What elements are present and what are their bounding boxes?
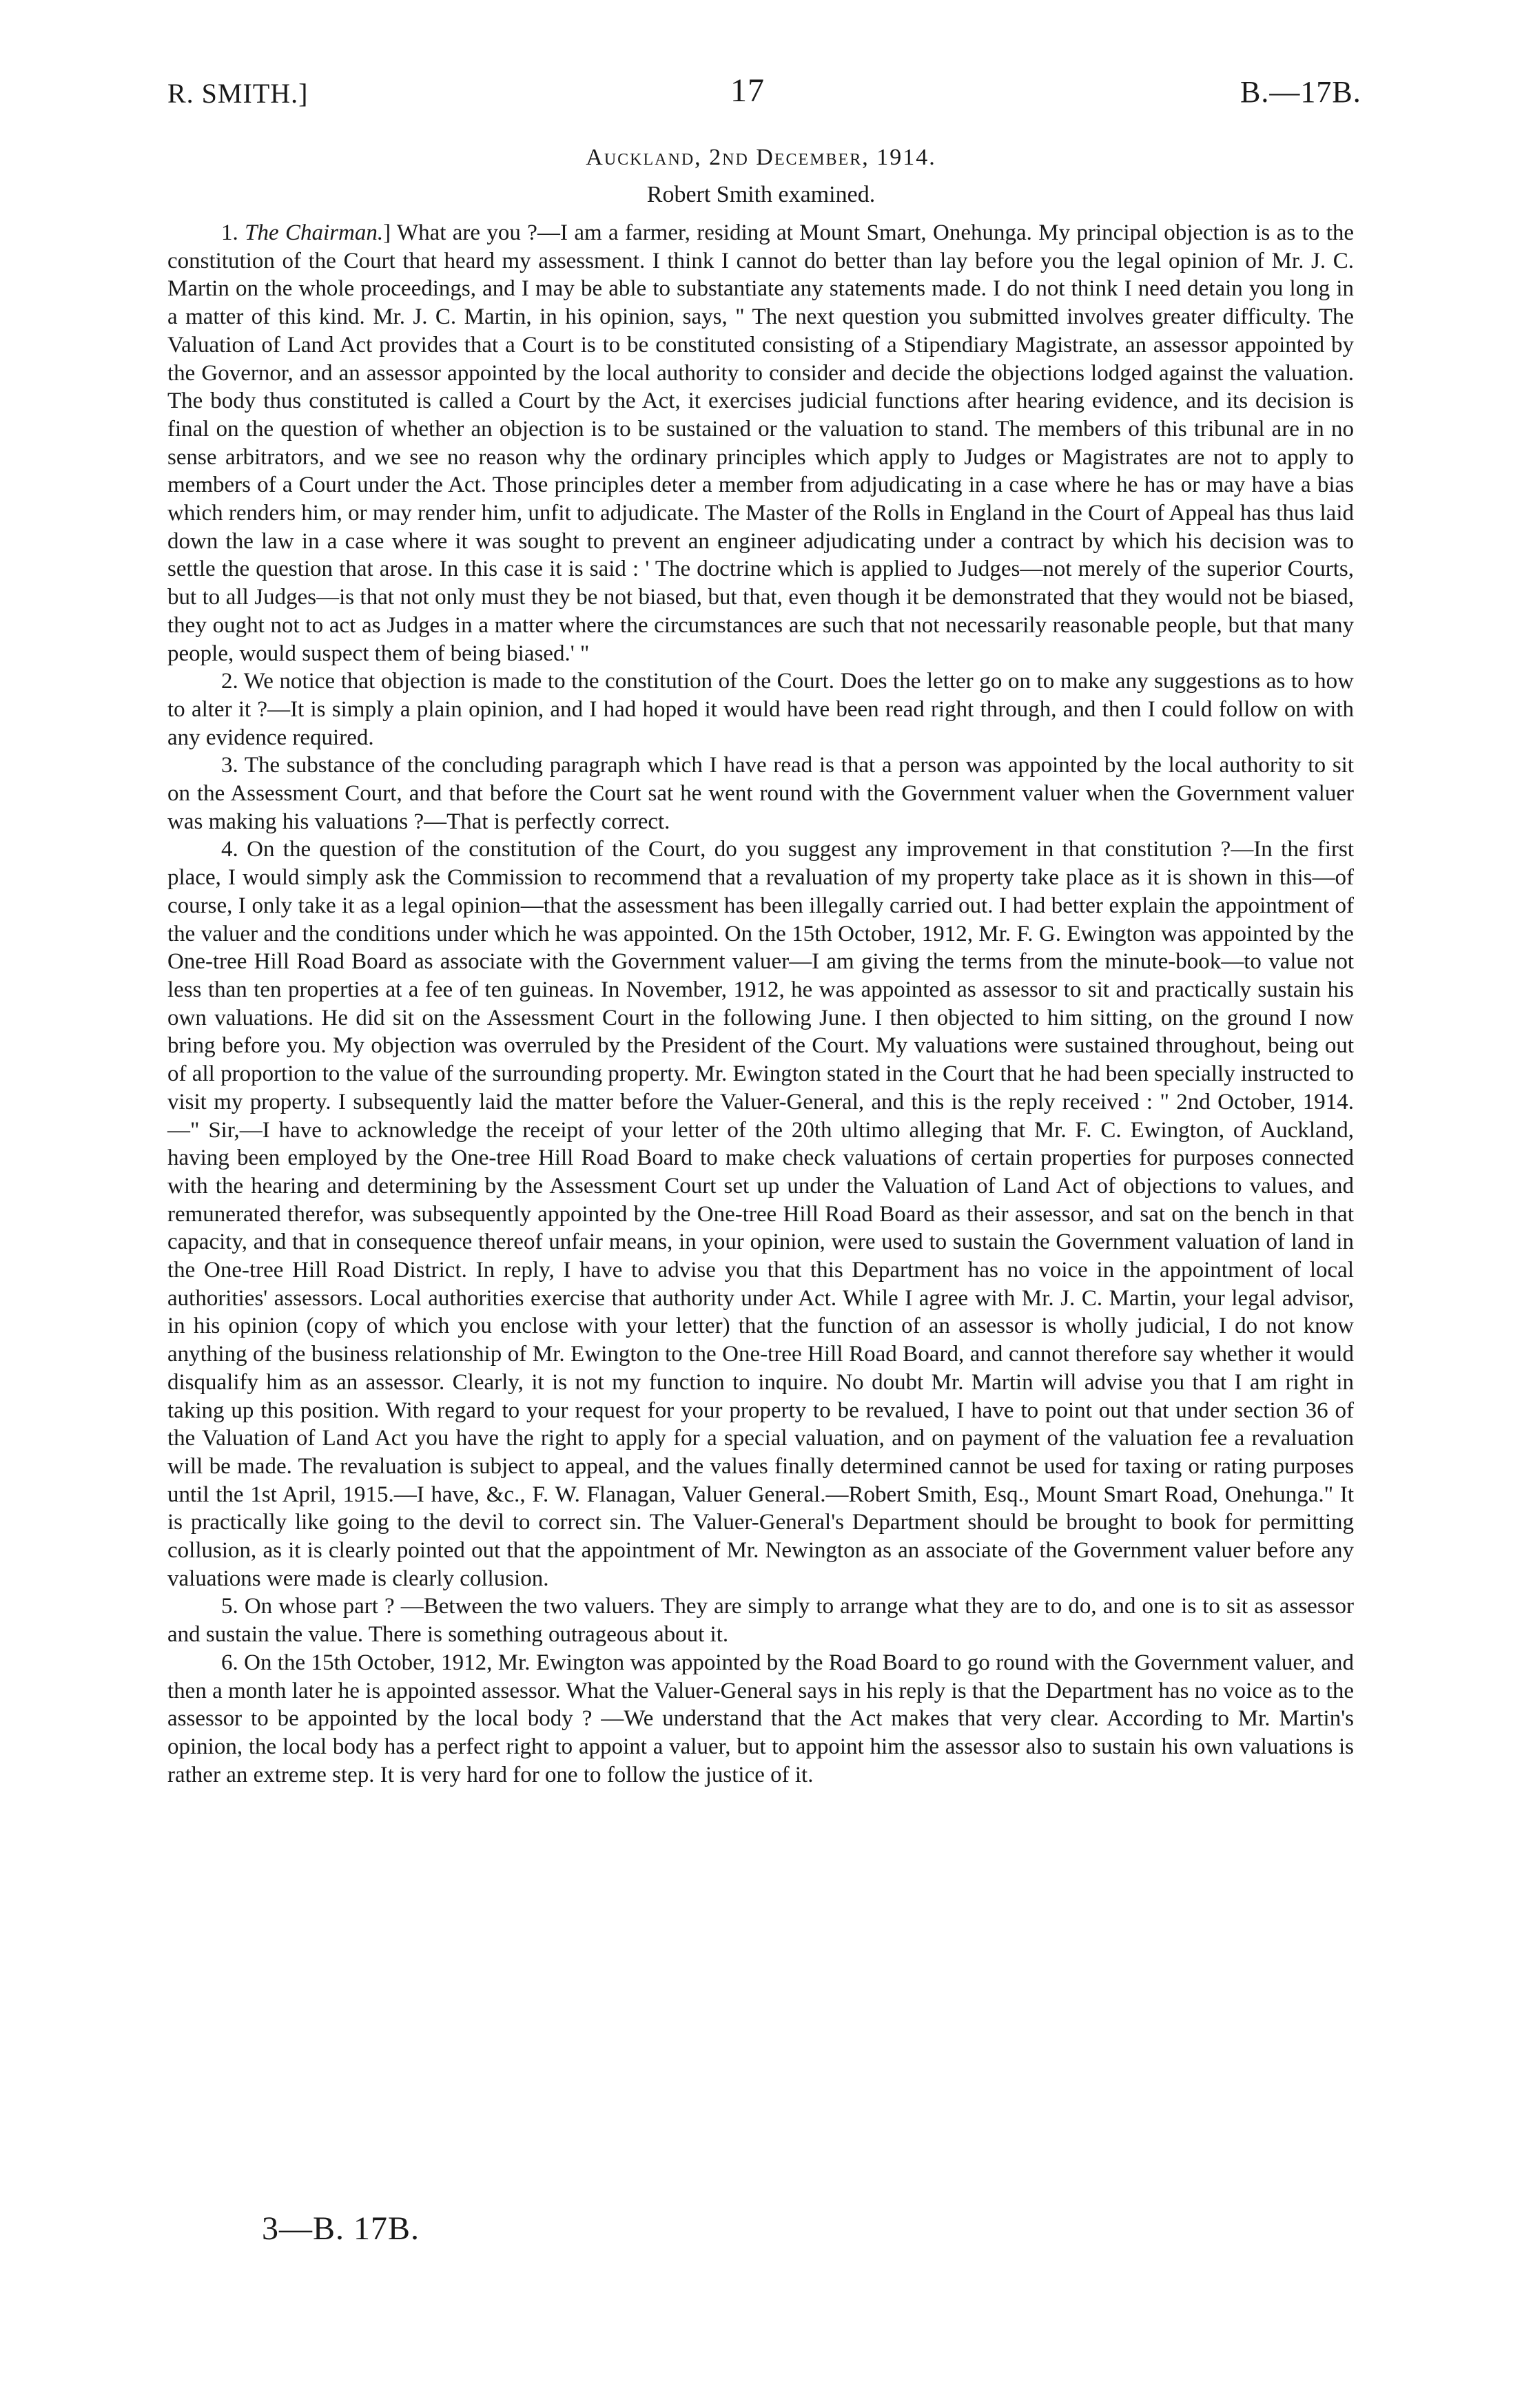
witness-heading: Robert Smith examined. bbox=[646, 182, 876, 207]
paragraph-number: 1. bbox=[221, 220, 245, 245]
paragraph-6: 6. On the 15th October, 1912, Mr. Ewington was appointed by the Road Board to go round with the Government valuer, and then a month later he is appointed assessor. What the Valuer-General says in his reply is that the Department has no voice as to the assessor to be appointed by the local body ? —We understand that the Act makes that very clear. According to Mr. Martin's opinion, the local body has a perfect right to appoint a valuer, but to appoint him the assessor also to sustain his own valuations is rather an extreme step. It is very hard for one to follow the justice of it. bbox=[167, 1650, 1354, 1787]
header-witness-name: R. SMITH.] bbox=[167, 78, 309, 109]
paragraph-3: 3. The substance of the concluding paragraph which I have read is that a person was appointed by the local authority to sit on the Assessment Court, and that before the Court sat he went round with the Government valuer when the Government valuer was making his valuations ?—That is perfectly correct. bbox=[167, 753, 1354, 834]
paragraph-1 bbox=[167, 219, 1354, 667]
paragraph-5: 5. On whose part ? —Between the two valuers. They are simply to arrange what they are to do, and one is to sit as assessor and sustain the value. There is something outrageous about it. bbox=[167, 1594, 1354, 1648]
page-number: 17 bbox=[730, 72, 765, 109]
paper-reference: B.—17B. bbox=[1240, 75, 1361, 109]
evidence-text bbox=[167, 219, 1354, 1789]
paragraph-text: ] What are you ?—I am a farmer, residing at Mount Smart, Onehunga. My principal objection is as to the constitution of the Court that heard my assessment. I think I cannot do better than lay before you the legal opinion of Mr. J. C. Martin on the whole proceedings, and I may be able to substantiate any statements made. I do not think I need detain you long in a matter of this kind. Mr. J. C. Martin, in his opinion, says, " The next question you submitted involves greater difficulty. The Valuation of Land Act provides that a Court is to be constituted consisting of a Stipendiary Magistrate, an assessor appointed by the Governor, and an assessor appointed by the local authority to consider and decide the objections lodged against the valuation. The body thus constituted is called a Court by the Act, it exercises judicial functions after hearing evidence, and its decision is final on the question of whether an objection is to be sustained or the valuation to stand. The members of this tribunal are in no sense arbitrators, and we see no reason why the ordinary principles which apply to Judges or Magistrates are not to apply to members of a Court under the Act. Those principles deter a member from adjudicating in a case where he has or may have a bias which renders him, or may render him, unfit to adjudicate. The Master of the Rolls in England in the Court of Appeal has thus laid down the law in a case where it was sought to prevent an engineer adjudicating under a contract by which his decision was to settle the question that arose. In this case it is said : ' The doctrine which is applied to Judges—not merely of the superior Courts, but to all Judges—is that not only must they be not biased, but that, even though it be demonstrated that they would not be biased, they ought not to act as Judges in a matter where the circumstances are such that not necessarily reasonable people, but that many people, would suspect them of being biased.' " bbox=[167, 220, 1355, 666]
speaker-label: The Chairman. bbox=[245, 220, 384, 245]
paragraph-2: 2. We notice that objection is made to the constitution of the Court. Does the letter go on to make any suggestions as to how to alter it ?—It is simply a plain opinion, and I had hoped it would have been read right through, and then I could follow on with any evidence required. bbox=[167, 669, 1354, 750]
signature-mark: 3—B. 17B. bbox=[262, 2210, 420, 2247]
place-date-heading: Auckland, 2nd December, 1914. bbox=[586, 145, 936, 170]
paragraph-4: 4. On the question of the constitution of the Court, do you suggest any improvement in that constitution ?—In the first place, I would simply ask the Commission to recommend that a revaluation of my property take place as it is shown in this—of course, I only take it as a legal opinion—that the assessment has been illegally carried out. I had better explain the appointment of the valuer and the conditions under which he was appointed. On the 15th October, 1912, Mr. F. G. Ewington was appointed by the One-tree Hill Road Board as associate with the Government valuer—I am giving the terms from the minute-book—to value not less than ten properties at a fee of ten guineas. In November, 1912, he was appointed as assessor to sit and practically sustain his own valuations. He did sit on the Assessment Court in the following June. I then objected to him sitting, on the ground I now bring before you. My objection was overruled by the President of the Court. My valuations were sustained throughout, being out of all proportion to the value of the surrounding property. Mr. Ewington stated in the Court that he had been specially instructed to visit my property. I subsequently laid the matter before the Valuer-General, and this is the reply received : " 2nd October, 1914.—" Sir,—I have to acknowledge the receipt of your letter of the 20th ultimo alleging that Mr. F. C. Ewington, of Auckland, having been employed by the One-tree Hill Road Board to make check valuations of certain properties for purposes connected with the hearing and determining by the Assessment Court set up under the Valuation of Land Act of objections to values, and remunerated therefor, was subsequently appointed by the One-tree Hill Road Board as their assessor, and sat on the bench in that capacity, and that in consequence thereof unfair means, in your opinion, were used to sustain the Government valuation of land in the One-tree Hill Road District. In reply, I have to advise you that this Department has no voice in the appointment of local authorities' assessors. Local authorities exercise that authority under Act. While I agree with Mr. J. C. Martin, your legal advisor, in his opinion (copy of which you enclose with your letter) that the function of an assessor is wholly judicial, I do not know anything of the business relationship of Mr. Ewington to the One-tree Hill Road Board, and cannot therefore say whether it would disqualify him as an assessor. Clearly, it is not my function to inquire. No doubt Mr. Martin will advise you that I am right in taking up this position. With regard to your request for your property to be revalued, I have to point out that under section 36 of the Valuation of Land Act you have the right to apply for a special valuation, and on payment of the valuation fee a revaluation will be made. The revaluation is subject to appeal, and the values finally determined cannot be used for taxing or rating purposes until the 1st April, 1915.—I have, &c., F. W. Flanagan, Valuer General.—Robert Smith, Esq., Mount Smart Road, Onehunga." It is practically like going to the devil to correct sin. The Valuer-General's Department should be brought to book for permitting collusion, as it is clearly pointed out that the appointment of Mr. Newington as an associate of the Government valuer before any valuations were made is clearly collusion. bbox=[167, 837, 1354, 1591]
